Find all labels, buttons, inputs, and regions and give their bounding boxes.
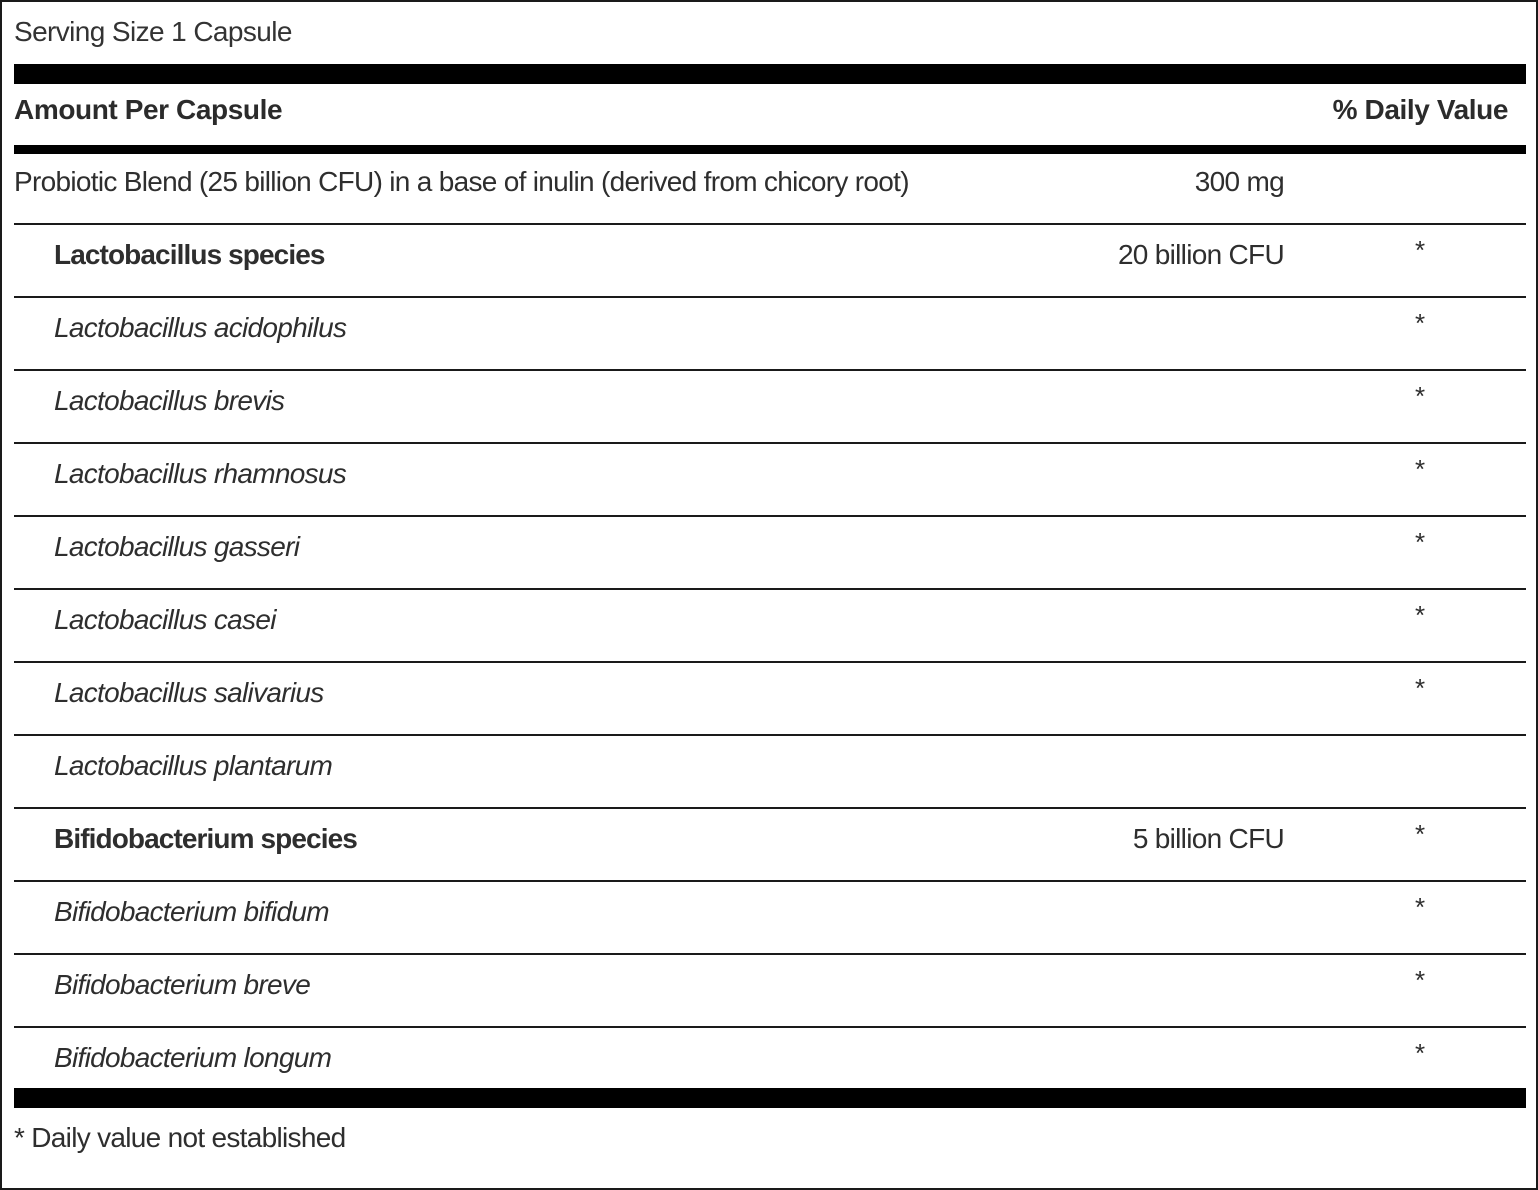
ingredient-name: Bifidobacterium species <box>54 823 357 854</box>
ingredient-row <box>14 154 1526 225</box>
ingredient-name: Lactobacillus rhamnosus <box>54 458 347 489</box>
divider-thick-middle <box>14 145 1526 154</box>
daily-value-asterisk: * <box>1414 381 1426 411</box>
ingredient-row <box>14 298 1526 371</box>
ingredient-row <box>14 736 1526 809</box>
daily-value-asterisk: * <box>1414 673 1426 703</box>
ingredient-row <box>14 590 1526 663</box>
ingredient-name: Lactobacillus gasseri <box>54 531 300 562</box>
amount-per-capsule-header: Amount Per Capsule <box>14 94 283 125</box>
ingredient-row <box>14 663 1526 736</box>
ingredient-row <box>14 444 1526 517</box>
serving-size: Serving Size 1 Capsule <box>14 16 292 47</box>
ingredient-name: Bifidobacterium bifidum <box>54 896 329 927</box>
ingredient-row <box>14 371 1526 444</box>
divider-thick-bottom <box>14 1088 1526 1108</box>
ingredient-name: Lactobacillus species <box>54 239 325 270</box>
footnote: * Daily value not established <box>14 1122 346 1153</box>
divider-thick-top <box>14 64 1526 84</box>
daily-value-asterisk: * <box>1414 819 1426 849</box>
ingredient-list <box>14 154 1526 1099</box>
ingredient-amount: 5 billion CFU <box>1132 823 1284 854</box>
daily-value-asterisk: * <box>1414 454 1426 484</box>
ingredient-name: Lactobacillus casei <box>54 604 276 635</box>
daily-value-asterisk: * <box>1414 965 1426 995</box>
ingredient-row <box>14 809 1526 882</box>
ingredient-amount: 20 billion CFU <box>1117 239 1284 270</box>
ingredient-row <box>14 225 1526 298</box>
daily-value-asterisk: * <box>1414 527 1426 557</box>
ingredient-row <box>14 517 1526 590</box>
ingredient-name: Lactobacillus acidophilus <box>54 312 347 343</box>
daily-value-asterisk: * <box>1414 308 1426 338</box>
ingredient-name: Lactobacillus salivarius <box>54 677 324 708</box>
ingredient-name: Bifidobacterium longum <box>54 1042 332 1073</box>
ingredient-row <box>14 882 1526 955</box>
ingredient-amount: 300 mg <box>1194 166 1284 197</box>
ingredient-name: Lactobacillus plantarum <box>54 750 333 781</box>
ingredient-name: Bifidobacterium breve <box>54 969 311 1000</box>
ingredient-name: Lactobacillus brevis <box>54 385 285 416</box>
ingredient-name: Probiotic Blend (25 billion CFU) in a base of inulin (derived from chicory root) <box>14 166 909 197</box>
daily-value-asterisk: * <box>1414 235 1426 265</box>
ingredient-row <box>14 955 1526 1028</box>
daily-value-asterisk: * <box>1414 600 1426 630</box>
daily-value-header: % Daily Value <box>1332 94 1508 125</box>
daily-value-asterisk: * <box>1414 1038 1426 1068</box>
daily-value-asterisk: * <box>1414 892 1426 922</box>
